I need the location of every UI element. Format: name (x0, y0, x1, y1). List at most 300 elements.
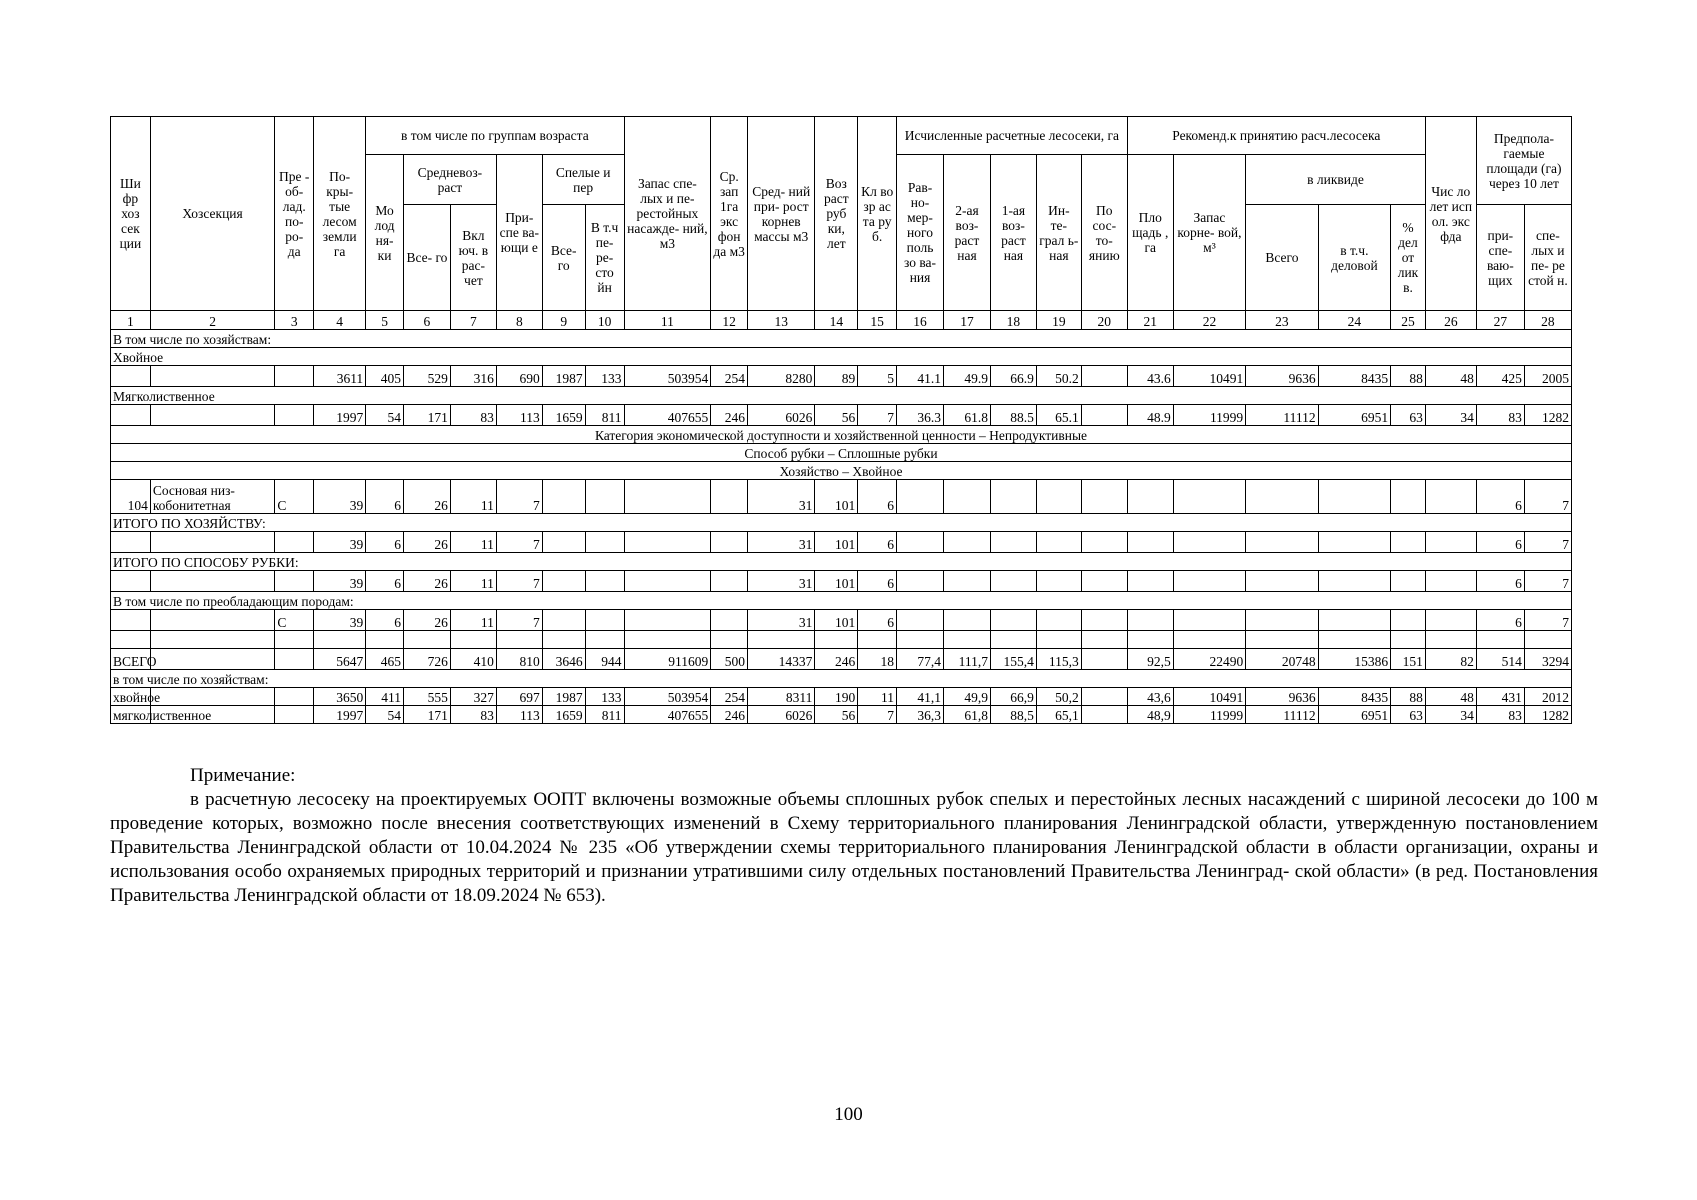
table-cell: 7 (496, 480, 542, 514)
empty-cell (1318, 631, 1390, 649)
table-cell (944, 610, 991, 631)
column-number: 22 (1173, 311, 1245, 330)
table-cell (1246, 480, 1318, 514)
table-cell: 254 (711, 688, 748, 706)
section-label: В том числе по преобладающим породам: (111, 592, 1572, 610)
table-cell (275, 366, 314, 387)
table-cell (1391, 480, 1426, 514)
table-cell: 6 (366, 480, 404, 514)
table-cell: 26 (403, 610, 450, 631)
table-cell (1127, 610, 1173, 631)
table-cell: 36.3 (897, 405, 944, 426)
empty-cell (944, 631, 991, 649)
table-cell: 503954 (624, 688, 711, 706)
header-cutting-age: Воз раст руб ки, лет (815, 117, 858, 311)
table-cell: 8435 (1318, 688, 1390, 706)
table-cell: 113 (496, 706, 542, 724)
table-cell: 431 (1476, 688, 1524, 706)
table-cell: 61,8 (944, 706, 991, 724)
header-avg-stock: Ср. зап 1га экс фон да м3 (711, 117, 748, 311)
table-cell (944, 532, 991, 553)
table-cell (897, 571, 944, 592)
column-number: 18 (990, 311, 1036, 330)
table-cell: 101 (815, 480, 858, 514)
table-cell (1173, 480, 1245, 514)
empty-cell (990, 631, 1036, 649)
header-recommended: Рекоменд.к принятию расч.лесосека (1127, 117, 1425, 155)
table-cell: С (275, 480, 314, 514)
table-cell: 26 (403, 480, 450, 514)
header-predicted: Предпола- гаемые площади (га) через 10 лет (1476, 117, 1571, 205)
table-cell: 54 (366, 405, 404, 426)
table-cell (711, 571, 748, 592)
table-cell: 1659 (542, 405, 585, 426)
table-cell: 555 (403, 688, 450, 706)
table-cell: 410 (450, 649, 496, 670)
table-cell: 155,4 (990, 649, 1036, 670)
total-label: ИТОГО ПО ХОЗЯЙСТВУ: (111, 514, 1572, 532)
table-cell: 811 (585, 405, 624, 426)
table-cell: 529 (403, 366, 450, 387)
column-numbers-row (111, 311, 1572, 330)
empty-cell (748, 631, 815, 649)
column-number: 9 (542, 311, 585, 330)
column-number: 28 (1524, 311, 1571, 330)
table-cell (944, 480, 991, 514)
table-cell: 10491 (1173, 366, 1245, 387)
column-number: 20 (1081, 311, 1127, 330)
empty-cell (897, 631, 944, 649)
table-cell: 88 (1391, 366, 1426, 387)
table-cell: 11 (858, 688, 897, 706)
table-cell (624, 610, 711, 631)
table-cell: 39 (314, 571, 366, 592)
table-cell: 246 (815, 649, 858, 670)
table-cell: 50,2 (1036, 688, 1081, 706)
header-root-stock: Запас корне- вой, м³ (1173, 155, 1245, 311)
table-cell (1173, 610, 1245, 631)
table-cell: хвойное (111, 688, 151, 706)
table-cell (1081, 532, 1127, 553)
empty-cell (450, 631, 496, 649)
table-cell: 7 (1524, 610, 1571, 631)
table-cell: 425 (1476, 366, 1524, 387)
table-cell: 697 (496, 688, 542, 706)
table-cell (150, 366, 275, 387)
table-cell: 20748 (1246, 649, 1318, 670)
table-cell: 690 (496, 366, 542, 387)
table-cell: 83 (450, 706, 496, 724)
table-cell: 41.1 (897, 366, 944, 387)
table-cell: 43,6 (1127, 688, 1173, 706)
column-number: 4 (314, 311, 366, 330)
header-young: Мо лод ня- ки (366, 155, 404, 311)
table-cell (1081, 649, 1127, 670)
table-cell: 56 (815, 706, 858, 724)
table-cell: 1987 (542, 366, 585, 387)
note (110, 764, 1598, 908)
table-cell (1425, 532, 1476, 553)
table-cell: 36,3 (897, 706, 944, 724)
table-cell (1318, 610, 1390, 631)
table-cell: 811 (585, 706, 624, 724)
table-cell: 65,1 (1036, 706, 1081, 724)
table-cell: 6 (858, 610, 897, 631)
header-years: Чис ло лет исп ол. экс фда (1425, 117, 1476, 311)
header-liquid-business: в т.ч. деловой (1318, 205, 1390, 311)
table-cell (275, 532, 314, 553)
table-row (111, 366, 1572, 387)
page-number: 100 (834, 1104, 863, 1125)
table-cell (275, 649, 314, 670)
section-label: В том числе по хозяйствам: (111, 330, 1572, 348)
table-cell: 514 (1476, 649, 1524, 670)
header-area: Пло щадь , га (1127, 155, 1173, 311)
table-cell: 14337 (748, 649, 815, 670)
table-cell: 8280 (748, 366, 815, 387)
table-cell: 82 (1425, 649, 1476, 670)
table-cell: 11 (450, 532, 496, 553)
table-cell (150, 532, 275, 553)
table-cell (150, 405, 275, 426)
table-cell (1127, 532, 1173, 553)
table-cell: мягколиственное (111, 706, 151, 724)
table-cell: 246 (711, 706, 748, 724)
table-cell: 190 (815, 688, 858, 706)
table-cell: 7 (496, 610, 542, 631)
table-cell: 810 (496, 649, 542, 670)
table-cell (111, 532, 151, 553)
table-cell: 11 (450, 610, 496, 631)
column-number: 19 (1036, 311, 1081, 330)
column-number: 12 (711, 311, 748, 330)
column-number: 2 (150, 311, 275, 330)
table-cell: 15386 (1318, 649, 1390, 670)
empty-cell (1524, 631, 1571, 649)
table-cell: 39 (314, 480, 366, 514)
table-cell: 1282 (1524, 706, 1571, 724)
table-cell: 63 (1391, 405, 1426, 426)
empty-cell (858, 631, 897, 649)
table-cell: 11999 (1173, 706, 1245, 724)
table-cell (624, 571, 711, 592)
table-cell: 6 (858, 571, 897, 592)
table-cell: 3650 (314, 688, 366, 706)
table-cell (542, 610, 585, 631)
header-liquid: в ликвиде (1246, 155, 1426, 205)
table-cell: 88 (1391, 688, 1426, 706)
table-cell (150, 610, 275, 631)
header-section: Хозсекция (150, 117, 275, 311)
header-mid-incl: Вкл юч. в рас- чет (450, 205, 496, 311)
table-cell: 50.2 (1036, 366, 1081, 387)
table-cell: 43.6 (1127, 366, 1173, 387)
table-cell (1173, 571, 1245, 592)
table-cell: 83 (1476, 405, 1524, 426)
table-cell (1391, 610, 1426, 631)
column-number: 24 (1318, 311, 1390, 330)
empty-cell (314, 631, 366, 649)
table-cell: 34 (1425, 706, 1476, 724)
table-cell: 407655 (624, 706, 711, 724)
table-cell (1081, 480, 1127, 514)
table-cell (1318, 532, 1390, 553)
header-pred-maturing: при- спе- ваю- щих (1476, 205, 1524, 311)
table-cell (1081, 610, 1127, 631)
table-row (111, 688, 1572, 706)
header-first-age: 1-ая воз- раст ная (990, 155, 1036, 311)
header-maturing: При- спе ва- ющи е (496, 155, 542, 311)
table-cell (1081, 571, 1127, 592)
table-cell: 88,5 (990, 706, 1036, 724)
column-number: 23 (1246, 311, 1318, 330)
table-cell: 2005 (1524, 366, 1571, 387)
column-number: 27 (1476, 311, 1524, 330)
table-cell (1246, 610, 1318, 631)
table-cell: 3294 (1524, 649, 1571, 670)
table-cell (585, 610, 624, 631)
table-cell: 11112 (1246, 405, 1318, 426)
table-cell (585, 532, 624, 553)
table-cell: 2012 (1524, 688, 1571, 706)
table-cell: 1997 (314, 405, 366, 426)
table-cell: 48.9 (1127, 405, 1173, 426)
table-cell (111, 610, 151, 631)
column-number: 13 (748, 311, 815, 330)
empty-cell (1391, 631, 1426, 649)
table-cell: 6 (858, 532, 897, 553)
empty-cell (1127, 631, 1173, 649)
table-cell (1036, 532, 1081, 553)
category-label: Категория экономической доступности и хозяйственной ценности – Непродуктивные (111, 426, 1572, 444)
table-cell: 34 (1425, 405, 1476, 426)
column-number: 21 (1127, 311, 1173, 330)
header-ripe: Спелые и пер (542, 155, 624, 205)
table-cell (897, 532, 944, 553)
table-cell (990, 571, 1036, 592)
table-cell: 61.8 (944, 405, 991, 426)
table-cell: 11112 (1246, 706, 1318, 724)
table-cell: 65.1 (1036, 405, 1081, 426)
table-cell (1425, 571, 1476, 592)
table-cell: 31 (748, 571, 815, 592)
empty-cell (150, 631, 275, 649)
table-cell: 7 (858, 706, 897, 724)
table-cell: 31 (748, 480, 815, 514)
header-cipher: Ши фр хоз сек ции (111, 117, 151, 311)
empty-cell (1246, 631, 1318, 649)
table-cell (944, 571, 991, 592)
header-calculated: Исчисленные расчетные лесосеки, га (897, 117, 1128, 155)
table-cell (150, 688, 275, 706)
header-age-groups: в том числе по группам возраста (366, 117, 624, 155)
table-cell (585, 571, 624, 592)
table-cell: 6 (1476, 571, 1524, 592)
column-number: 11 (624, 311, 711, 330)
column-number: 17 (944, 311, 991, 330)
table-body (111, 311, 1572, 724)
empty-cell (585, 631, 624, 649)
table-cell: 911609 (624, 649, 711, 670)
column-number: 6 (403, 311, 450, 330)
column-number: 3 (275, 311, 314, 330)
table-row (111, 405, 1572, 426)
method-label: Способ рубки – Сплошные рубки (111, 444, 1572, 462)
column-number: 5 (366, 311, 404, 330)
table-cell (1127, 571, 1173, 592)
table-cell (150, 649, 275, 670)
table-cell (1173, 532, 1245, 553)
table-cell: 6 (366, 610, 404, 631)
table-cell: 171 (403, 405, 450, 426)
table-cell: 7 (858, 405, 897, 426)
header-ripe-total: Все- го (542, 205, 585, 311)
table-cell: 92,5 (1127, 649, 1173, 670)
table-cell: 77,4 (897, 649, 944, 670)
table-cell: 49,9 (944, 688, 991, 706)
table-cell: 8311 (748, 688, 815, 706)
table-cell (585, 480, 624, 514)
table-cell (1246, 571, 1318, 592)
empty-cell (815, 631, 858, 649)
column-number: 1 (111, 311, 151, 330)
table-cell (624, 532, 711, 553)
table-cell: Сосновая низ- кобонитетная (150, 480, 275, 514)
table-cell (711, 610, 748, 631)
table-cell: 6951 (1318, 706, 1390, 724)
table-cell (711, 480, 748, 514)
table-cell: 115,3 (1036, 649, 1081, 670)
table-cell: 1987 (542, 688, 585, 706)
empty-cell (1081, 631, 1127, 649)
header-uniform: Рав- но- мер- ного поль зо ва- ния (897, 155, 944, 311)
table-cell: 3646 (542, 649, 585, 670)
table-cell: 7 (1524, 571, 1571, 592)
empty-cell (624, 631, 711, 649)
table-cell: 7 (1524, 480, 1571, 514)
header-integral: Ин- те- грал ь- ная (1036, 155, 1081, 311)
table-cell: 6 (858, 480, 897, 514)
table-cell: 48 (1425, 688, 1476, 706)
table-cell: 89 (815, 366, 858, 387)
table-cell: 3611 (314, 366, 366, 387)
header-pred-ripe: спе- лых и пе- ре стой н. (1524, 205, 1571, 311)
table-cell: 133 (585, 688, 624, 706)
table-cell: 39 (314, 532, 366, 553)
table-cell: 6 (1476, 610, 1524, 631)
table-cell: С (275, 610, 314, 631)
table-cell (275, 571, 314, 592)
table-row (111, 532, 1572, 553)
column-number: 16 (897, 311, 944, 330)
column-number: 25 (1391, 311, 1426, 330)
group-label: Хвойное (111, 348, 1572, 366)
table-cell: 327 (450, 688, 496, 706)
table-cell: 1997 (314, 706, 366, 724)
table-cell: 6 (366, 532, 404, 553)
section-label: в том числе по хозяйствам: (111, 670, 1572, 688)
table-cell (1036, 480, 1081, 514)
table-cell: 6026 (748, 405, 815, 426)
empty-cell (403, 631, 450, 649)
header-second-age: 2-ая воз- раст ная (944, 155, 991, 311)
table-row (111, 571, 1572, 592)
table-cell (897, 610, 944, 631)
table-cell: 54 (366, 706, 404, 724)
empty-cell (1476, 631, 1524, 649)
header-age-class: Кл во зр ас та ру б. (858, 117, 897, 311)
table-cell: 11 (450, 571, 496, 592)
table-cell: 411 (366, 688, 404, 706)
table-cell: 22490 (1173, 649, 1245, 670)
table-cell: 254 (711, 366, 748, 387)
note-heading: Примечание: (190, 765, 296, 786)
table-cell (1081, 405, 1127, 426)
header-species: Пре - об- лад. по- ро- да (275, 117, 314, 311)
table-cell: 7 (1524, 532, 1571, 553)
header-mid-total: Все- го (403, 205, 450, 311)
table-cell: 48 (1425, 366, 1476, 387)
table-cell (542, 480, 585, 514)
table-cell (1246, 532, 1318, 553)
table-cell: 101 (815, 532, 858, 553)
table-row (111, 480, 1572, 514)
column-number: 7 (450, 311, 496, 330)
total-label: ИТОГО ПО СПОСОБУ РУБКИ: (111, 553, 1572, 571)
table-cell: ВСЕГО (111, 649, 151, 670)
table-cell: 500 (711, 649, 748, 670)
table-cell: 66,9 (990, 688, 1036, 706)
header-forest-area: По- кры- тые лесом земли га (314, 117, 366, 311)
empty-cell (275, 631, 314, 649)
table-cell (1425, 480, 1476, 514)
empty-cell (711, 631, 748, 649)
empty-cell (542, 631, 585, 649)
header-stock: Запас спе- лых и пе- рестойных насажде- ний, м3 (624, 117, 711, 311)
table-cell: 101 (815, 610, 858, 631)
table-cell (897, 480, 944, 514)
table-cell: 9636 (1246, 366, 1318, 387)
table-cell: 11 (450, 480, 496, 514)
table-cell: 49.9 (944, 366, 991, 387)
table-cell: 726 (403, 649, 450, 670)
table-cell (1391, 571, 1426, 592)
table-cell: 11999 (1173, 405, 1245, 426)
table-cell: 151 (1391, 649, 1426, 670)
table-cell: 7 (496, 571, 542, 592)
table-cell: 101 (815, 571, 858, 592)
column-number: 15 (858, 311, 897, 330)
table-cell: 39 (314, 610, 366, 631)
group-label: Мягколиственное (111, 387, 1572, 405)
table-cell (990, 610, 1036, 631)
table-cell: 31 (748, 610, 815, 631)
table-cell (542, 571, 585, 592)
table-cell: 6 (1476, 532, 1524, 553)
table-cell: 88.5 (990, 405, 1036, 426)
column-number: 10 (585, 311, 624, 330)
table-cell (111, 571, 151, 592)
table-cell: 465 (366, 649, 404, 670)
empty-cell (1425, 631, 1476, 649)
table-cell (1425, 610, 1476, 631)
note-text: в расчетную лесосеку на проектируемых ООПТ включены возможные объемы сплошных рубок спелых и перестойных лесных насаждений с шириной лесосеки до 100 м проведение которых, возможно после внесения соответствующих изменений в Схему территориального планирования Ленинградской области, утвержденную постановлением Правительства Ленинградской области от 10.04.2024 № 235 «Об утверждении схемы территориального планирования Ленинградской области в области организации, охраны и использования особо охраняемых природных территорий и признании утратившими силу отдельных постановлений Правительства Ленинград- ской области» (в ред. Постановления Правительства Ленинградской области от 18.09.2024 № 653). (110, 789, 1598, 906)
table-cell: 66.9 (990, 366, 1036, 387)
table-cell: 944 (585, 649, 624, 670)
empty-cell (111, 631, 151, 649)
table-cell (1127, 480, 1173, 514)
table-cell: 1282 (1524, 405, 1571, 426)
